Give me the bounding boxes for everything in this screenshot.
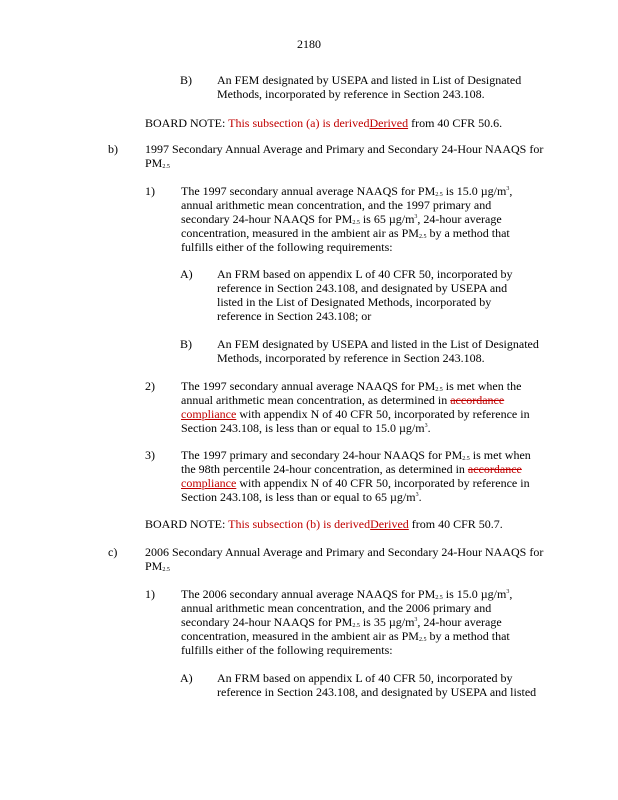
board-note-prefix: BOARD NOTE: (145, 116, 226, 130)
item-text: An FEM designated by USEPA and listed in the List of Designated Methods, incorporated by reference in Section 243.108. (217, 337, 539, 365)
inserted-text: compliance (181, 476, 237, 490)
item-text: The 2006 secondary annual average NAAQS for $PM_{2.5}$ is 15.0 $\mu g/m^3$, annual arithmetic mean concentration, and the 2006 primary and secondary 24-hour NAAQS for $PM_{2.5}$ is 35 $\mu g/m^3$, 24-hour average concentration, measured in the ambient air as $PM_{2.5}$ by a method that fulfills either of the following requirements: (181, 587, 513, 657)
item-label: 1) (145, 184, 155, 198)
board-note-deleted-text: This subsection (b) is derived (228, 517, 371, 531)
board-note (145, 517, 585, 531)
item-label: B) (180, 73, 192, 87)
section-heading: 2006 Secondary Annual Average and Primary and Secondary 24-Hour NAAQS for $PM_{2.5}$ (145, 545, 544, 573)
section-label: c) (108, 545, 118, 559)
board-note-suffix: from 40 CFR 50.6. (411, 116, 503, 130)
item-text: An FRM based on appendix L of 40 CFR 50, incorporated by reference in Section 243.108, and designated by USEPA and listed (217, 671, 537, 699)
item-label: 1) (145, 587, 155, 601)
inserted-text: compliance (181, 407, 237, 421)
item-text: The 1997 secondary annual average NAAQS for $PM_{2.5}$ is met when the annual arithmetic mean concentration, as determined in accordance compliance with appendix N of 40 CFR 50, incorporated by reference in Section 243.108, is less than or equal to 15.0 $\mu g/m^3$. (181, 379, 530, 435)
section-label: b) (108, 142, 118, 156)
item-label: A) (180, 671, 193, 685)
item-label: 3) (145, 448, 155, 462)
board-note-inserted-text: Derived (370, 517, 409, 531)
deleted-text: accordance (450, 393, 505, 407)
item-label: 2) (145, 379, 155, 393)
page-number: 2180 (297, 37, 321, 51)
board-note-inserted-text: Derived (369, 116, 409, 130)
board-note-prefix: BOARD NOTE: (145, 517, 226, 531)
item-label: B) (180, 337, 192, 351)
item-text: An FRM based on appendix L of 40 CFR 50, incorporated by reference in Section 243.108, and designated by USEPA and listed in the List of Designated Methods, incorporated by reference in Section 243.108; or (217, 267, 513, 323)
board-note (145, 116, 585, 130)
item-text: The 1997 secondary annual average NAAQS for $PM_{2.5}$ is 15.0 $\mu g/m^3$, annual arithmetic mean concentration, and the 1997 primary and secondary 24-hour NAAQS for $PM_{2.5}$ is 65 $\mu g/m^3$, 24-hour average concentration, measured in the ambient air as $PM_{2.5}$ by a method that fulfills either of the following requirements: (181, 184, 513, 254)
item-text: An FEM designated by USEPA and listed in List of Designated Methods, incorporated by reference in Section 243.108. (217, 73, 522, 101)
item-text: The 1997 primary and secondary 24-hour NAAQS for $PM_{2.5}$ is met when the 98th percentile 24-hour concentration, as determined in accordance compliance with appendix N of 40 CFR 50, incorporated by reference in Section 243.108, is less than or equal to 65 $\mu g/m^3$. (181, 448, 531, 504)
board-note-suffix: from 40 CFR 50.7. (411, 517, 503, 531)
section-heading: 1997 Secondary Annual Average and Primary and Secondary 24-Hour NAAQS for $PM_{2.5}$ (145, 142, 544, 170)
board-note-deleted-text: This subsection (a) is derived (228, 116, 370, 130)
item-label: A) (180, 267, 193, 281)
deleted-text: accordance (467, 462, 522, 476)
